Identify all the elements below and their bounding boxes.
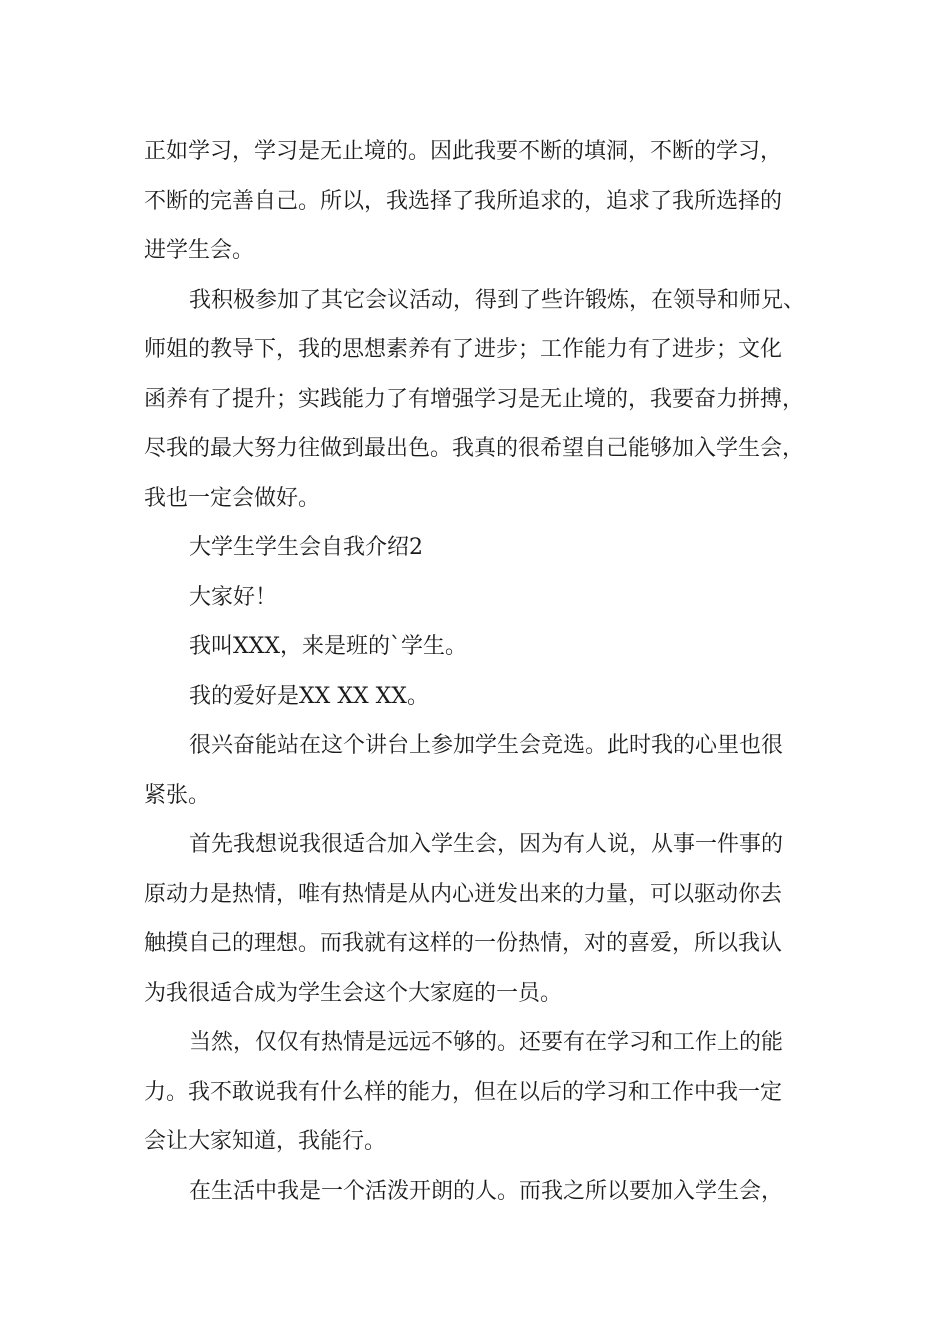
paragraph-1 [144, 127, 814, 276]
text-line: 我的爱好是XX XX XX。 [189, 683, 429, 709]
heading-line: 大学生学生会自我介绍2 [189, 535, 423, 560]
greeting-paragraph [144, 573, 814, 623]
text-line: 触摸自己的理想。而我就有这样的一份热情，对的喜爱，所以我认 [144, 931, 783, 956]
paragraph-10 [144, 1167, 814, 1217]
paragraph-9 [144, 1018, 814, 1167]
text-line: 紧张。 [144, 782, 211, 808]
section-heading [144, 523, 814, 573]
text-line: 不断的完善自己。所以，我选择了我所追求的，追求了我所选择的 [144, 188, 783, 214]
hobby-paragraph [144, 672, 814, 722]
text-line: 当然，仅仅有热情是远远不够的。还要有在学习和工作上的能 [189, 1030, 784, 1055]
paragraph-7 [144, 721, 814, 820]
text-line: 正如学习，学习是无止境的。因此我要不断的填洞，不断的学习， [144, 139, 783, 164]
document-body [144, 127, 814, 1216]
text-line: 会让大家知道，我能行。 [144, 1129, 387, 1154]
text-line: 尽我的最大努力往做到最出色。我真的很希望自己能够加入学生会， [144, 436, 805, 461]
name-paragraph [144, 622, 814, 672]
text-line: 函养有了提升；实践能力了有增强学习是无止境的，我要奋力拼搏， [144, 386, 805, 412]
text-line: 我也一定会做好。 [144, 485, 321, 511]
text-line: 我积极参加了其它会议活动，得到了些许锻炼，在领导和师兄、 [189, 287, 806, 313]
text-line: 很兴奋能站在这个讲台上参加学生会竞选。此时我的心里也很 [189, 733, 784, 758]
text-line: 在生活中我是一个活泼开朗的人。而我之所以要加入学生会， [189, 1178, 784, 1204]
paragraph-8 [144, 820, 814, 1018]
text-line: 为我很适合成为学生会这个大家庭的一员。 [144, 980, 563, 1006]
text-line: 我叫XXX，来是班的`学生。 [189, 634, 467, 659]
text-line: 师姐的教导下，我的思想素养有了进步；工作能力有了进步；文化 [144, 337, 783, 362]
text-line: 力。我不敢说我有什么样的能力，但在以后的学习和工作中我一定 [144, 1079, 783, 1105]
text-line: 进学生会。 [144, 238, 255, 263]
paragraph-2 [144, 276, 814, 524]
text-line: 首先我想说我很适合加入学生会，因为有人说，从事一件事的 [189, 832, 784, 857]
text-line: 原动力是热情，唯有热情是从内心迸发出来的力量，可以驱动你去 [144, 881, 783, 907]
text-line: 大家好！ [189, 584, 278, 610]
